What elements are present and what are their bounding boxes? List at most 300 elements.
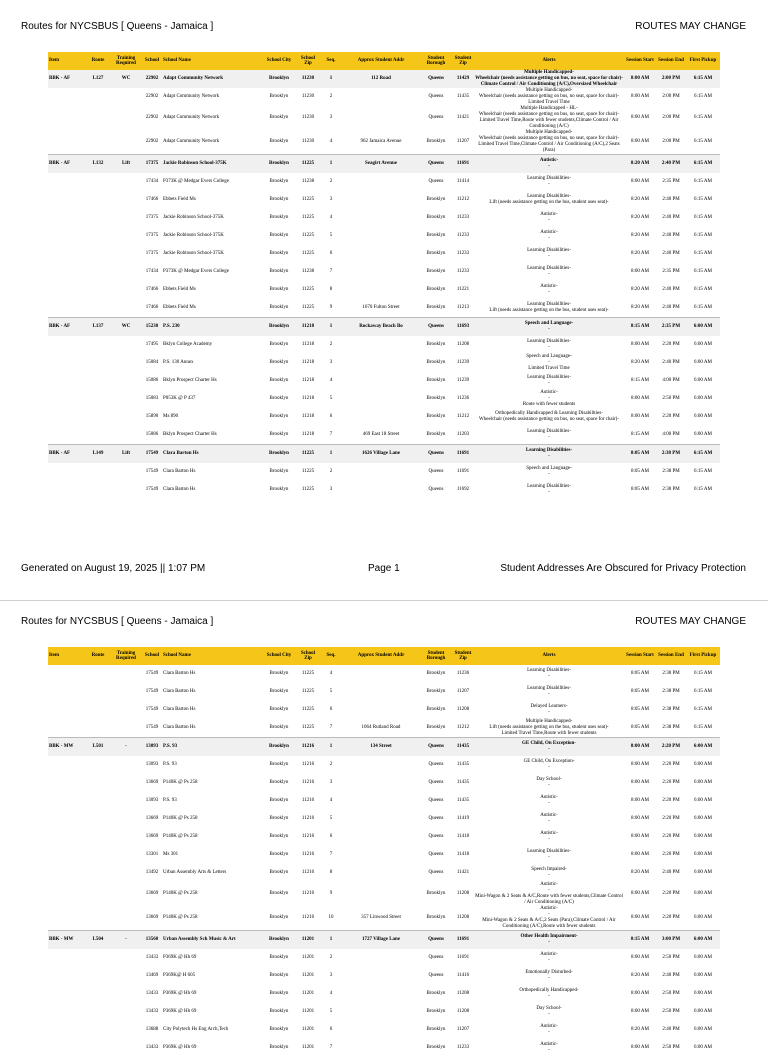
privacy-notice: Student Addresses Are Obscured for Privacy Protection — [500, 563, 746, 574]
first-pickup-cell: 6:00 AM — [686, 318, 720, 337]
student-borough-cell: Queens — [420, 155, 452, 174]
item-cell — [48, 372, 86, 390]
first-pickup-cell: 6:15 AM — [694, 305, 712, 310]
student-addr-cell — [342, 336, 420, 354]
seq-cell: 7 — [329, 1045, 333, 1050]
alerts-cell: Autistic- - — [540, 795, 558, 806]
session-start-cell: 8:00 AM — [631, 139, 649, 144]
school-name-cell: P369K @ Hh 69 — [163, 991, 197, 996]
routes-notice: ROUTES MAY CHANGE — [635, 616, 746, 627]
student-zip-cell: 11239 — [456, 360, 470, 365]
first-pickup-cell: 6:15 AM — [694, 707, 712, 712]
student-borough-cell: Brooklyn — [426, 1027, 446, 1032]
seq-cell: 6 — [329, 414, 333, 419]
routes-table — [48, 52, 720, 499]
table-row — [48, 336, 720, 354]
school-code-cell: 13433 — [145, 955, 159, 960]
training-cell — [110, 130, 142, 155]
column-header: Training Required — [110, 52, 142, 70]
alerts-cell: Autistic- - Mini-Wagon & 2 Seats & A/C,2 Seats (Para),Climate Control / Air Conditioning (A/C),Route with fewer students — [482, 906, 616, 929]
school-code-cell: 13433 — [145, 991, 159, 996]
first-pickup-cell: 6:00 AM — [694, 991, 712, 996]
student-zip-cell: 11691 — [456, 469, 470, 474]
alerts-cell: Autistic- - — [540, 952, 558, 963]
table-row — [48, 967, 720, 985]
school-city-cell: Brooklyn — [269, 287, 289, 292]
student-borough-cell: Queens — [428, 870, 444, 875]
student-borough-cell: Queens — [428, 469, 444, 474]
alerts-cell: Learning Disabilities- - — [474, 445, 624, 464]
alerts-cell: Learning Disabilities- - — [527, 849, 571, 860]
seq-cell: 1 — [320, 155, 342, 174]
student-borough-cell: Brooklyn — [426, 197, 446, 202]
session-start-cell: 8:20 AM — [631, 251, 649, 256]
student-zip-cell: 11208 — [456, 991, 470, 996]
column-header: Student Zip — [452, 647, 474, 665]
item-cell — [48, 245, 86, 263]
school-city-cell: Brooklyn — [269, 396, 289, 401]
item-cell — [48, 426, 86, 445]
school-name-cell: Jackie Robinson School-375K — [163, 233, 224, 238]
student-borough-cell: Brooklyn — [426, 287, 446, 292]
school-city-cell: Brooklyn — [262, 155, 296, 174]
student-zip-cell: 11233 — [456, 269, 470, 274]
student-addr-cell — [342, 864, 420, 882]
report-page-2 — [0, 600, 768, 1053]
student-addr-cell: 1670 Fulton Street — [362, 305, 400, 310]
session-end-cell: 2:50 PM — [662, 955, 680, 960]
session-end-cell: 4:00 PM — [662, 378, 680, 383]
session-end-cell: 2:40 PM — [662, 870, 680, 875]
school-code-cell: 17549 — [145, 671, 159, 676]
school-city-cell: Brooklyn — [262, 318, 296, 337]
school-zip-cell: 11218 — [301, 432, 315, 437]
item-cell — [48, 864, 86, 882]
school-city-cell: Brooklyn — [269, 469, 289, 474]
student-addr-cell — [342, 949, 420, 967]
school-name-cell: P369K @ Hh 69 — [163, 1045, 197, 1050]
school-name-cell: P373K @ Medgar Evers College — [163, 179, 229, 184]
first-pickup-cell: 6:00 AM — [686, 738, 720, 757]
student-zip-cell: 11233 — [456, 251, 470, 256]
student-zip-cell: 11239 — [456, 378, 470, 383]
alerts-cell: Learning Disabilities- Lift (needs assistance getting on the bus, student uses seat)- — [489, 194, 609, 205]
student-addr-cell — [342, 463, 420, 481]
school-code-cell: 13688 — [145, 1027, 159, 1032]
student-addr-cell: 469 East 18 Street — [362, 432, 400, 437]
school-code-cell: 17434 — [145, 269, 159, 274]
session-start-cell: 8:20 AM — [624, 155, 656, 174]
column-header: Alerts — [474, 52, 624, 70]
seq-cell: 7 — [329, 432, 333, 437]
school-zip-cell: 11216 — [301, 780, 315, 785]
alerts-cell: Autistic- - — [540, 212, 558, 223]
session-end-cell: 2:40 PM — [662, 360, 680, 365]
training-cell — [110, 390, 142, 408]
school-city-cell: Brooklyn — [269, 991, 289, 996]
student-borough-cell: Brooklyn — [426, 991, 446, 996]
school-city-cell: Brooklyn — [262, 931, 296, 950]
column-header: Item — [48, 647, 86, 665]
route-cell — [86, 463, 110, 481]
seq-cell: 1 — [320, 445, 342, 464]
student-borough-cell: Brooklyn — [426, 915, 446, 920]
session-start-cell: 8:05 AM — [631, 707, 649, 712]
student-borough-cell: Queens — [428, 798, 444, 803]
session-end-cell: 2:20 PM — [662, 816, 680, 821]
seq-cell: 1 — [320, 70, 342, 88]
column-header: School — [142, 647, 162, 665]
first-pickup-cell: 6:00 AM — [694, 816, 712, 821]
school-code-cell: 17549 — [145, 707, 159, 712]
route-cell — [86, 665, 110, 683]
item-cell — [48, 299, 86, 318]
school-zip-cell: 11201 — [301, 1009, 315, 1014]
alerts-cell: Autistic- - Route with fewer students — [522, 390, 576, 407]
first-pickup-cell: 6:00 AM — [694, 852, 712, 857]
first-pickup-cell: 6:15 AM — [694, 94, 712, 99]
school-code-cell: 13433 — [145, 1045, 159, 1050]
report-title: Routes for NYCSBUS [ Queens - Jamaica ] — [21, 21, 214, 32]
session-start-cell: 8:00 AM — [631, 915, 649, 920]
session-start-cell: 8:05 AM — [631, 725, 649, 730]
training-cell — [110, 106, 142, 130]
student-zip-cell: 11207 — [456, 689, 470, 694]
student-addr-cell — [342, 882, 420, 906]
route-cell — [86, 1003, 110, 1021]
first-pickup-cell: 6:00 AM — [694, 973, 712, 978]
student-borough-cell: Brooklyn — [426, 360, 446, 365]
session-start-cell: 8:15 AM — [631, 432, 649, 437]
student-zip-cell: 11693 — [452, 318, 474, 337]
seq-cell: 5 — [329, 816, 333, 821]
student-zip-cell: 11418 — [456, 852, 470, 857]
seq-cell: 5 — [329, 1009, 333, 1014]
school-code-cell: 13093 — [145, 762, 159, 767]
column-header: School Zip — [296, 647, 320, 665]
seq-cell: 3 — [329, 360, 333, 365]
student-borough-cell: Brooklyn — [426, 725, 446, 730]
session-start-cell: 8:00 AM — [631, 396, 649, 401]
school-code-cell: 17549 — [145, 487, 159, 492]
table-row — [48, 792, 720, 810]
first-pickup-cell: 6:15 AM — [694, 725, 712, 730]
item-cell — [48, 719, 86, 738]
school-city-cell: Brooklyn — [269, 432, 289, 437]
alerts-cell: Day School- - — [536, 777, 562, 788]
student-borough-cell: Brooklyn — [426, 215, 446, 220]
school-code-cell: 22902 — [145, 94, 159, 99]
session-end-cell: 2:00 PM — [656, 70, 686, 88]
school-code-cell: 13669 — [145, 780, 159, 785]
item-cell: BBK - MW — [48, 738, 86, 757]
session-end-cell: 2:50 PM — [662, 1009, 680, 1014]
school-zip-cell: 11216 — [301, 852, 315, 857]
column-header: First Pickup — [686, 52, 720, 70]
column-header: Route — [86, 647, 110, 665]
school-city-cell: Brooklyn — [269, 179, 289, 184]
seq-cell: 6 — [329, 1027, 333, 1032]
alerts-cell: Autistic- - — [540, 1024, 558, 1035]
school-code-cell: 17549 — [145, 725, 159, 730]
school-name-cell: P373K @ Medgar Evers College — [163, 269, 229, 274]
session-start-cell: 8:00 AM — [631, 414, 649, 419]
table-row — [48, 106, 720, 130]
school-code-cell: 13669 — [145, 891, 159, 896]
session-start-cell: 8:00 AM — [624, 70, 656, 88]
route-cell — [86, 846, 110, 864]
table-row — [48, 463, 720, 481]
student-addr-cell: 112 Road — [342, 70, 420, 88]
item-cell — [48, 209, 86, 227]
alerts-cell: Autistic- - — [540, 230, 558, 241]
table-row — [48, 701, 720, 719]
student-zip-cell: 11435 — [456, 94, 470, 99]
session-end-cell: 2:20 PM — [662, 798, 680, 803]
school-zip-cell: 11225 — [296, 155, 320, 174]
school-code-cell: 15083 — [145, 396, 159, 401]
school-city-cell: Brooklyn — [262, 70, 296, 88]
table-row — [48, 263, 720, 281]
student-addr-cell: 1727 Village Lane — [342, 931, 420, 950]
table-row — [48, 372, 720, 390]
alerts-cell: Learning Disabilities- - — [527, 686, 571, 697]
session-end-cell: 2:38 PM — [662, 707, 680, 712]
table-row — [48, 882, 720, 906]
session-end-cell: 2:35 PM — [662, 269, 680, 274]
school-city-cell: Brooklyn — [269, 707, 289, 712]
table-row — [48, 130, 720, 155]
student-borough-cell: Queens — [428, 816, 444, 821]
school-name-cell: Urban Assembly Arts & Letters — [163, 870, 227, 875]
school-city-cell: Brooklyn — [269, 233, 289, 238]
student-addr-cell — [342, 665, 420, 683]
seq-cell: 3 — [329, 487, 333, 492]
school-code-cell: 13492 — [145, 870, 159, 875]
route-cell — [86, 906, 110, 931]
student-zip-cell: 11421 — [456, 115, 470, 120]
school-city-cell: Brooklyn — [269, 1027, 289, 1032]
first-pickup-cell: 6:00 AM — [694, 834, 712, 839]
student-zip-cell: 11236 — [456, 671, 470, 676]
student-zip-cell: 11208 — [456, 891, 470, 896]
first-pickup-cell: 6:00 AM — [694, 891, 712, 896]
seq-cell: 4 — [329, 215, 333, 220]
school-city-cell: Brooklyn — [269, 115, 289, 120]
route-cell — [86, 701, 110, 719]
training-cell — [110, 828, 142, 846]
school-city-cell: Brooklyn — [269, 915, 289, 920]
first-pickup-cell: 6:15 AM — [694, 487, 712, 492]
alerts-cell: Orthopedically Handicapped & Learning Disabilities- Wheelchair (needs assistance getting on bus, no seat, space for chair)- — [479, 411, 619, 422]
table-row — [48, 88, 720, 106]
school-name-cell: Clara Barton Hs — [163, 469, 196, 474]
table-body — [48, 70, 720, 499]
training-cell — [110, 173, 142, 191]
route-cell — [86, 828, 110, 846]
route-cell: L127 — [86, 70, 110, 88]
seq-cell: 1 — [320, 318, 342, 337]
school-name-cell: P140K @ Ps 258 — [163, 780, 198, 785]
school-zip-cell: 11218 — [301, 378, 315, 383]
route-group-row — [48, 738, 720, 757]
school-name-cell: P369K @ Hh 69 — [163, 1009, 197, 1014]
school-name-cell: Adapt Community Network — [163, 94, 220, 99]
training-cell — [110, 864, 142, 882]
student-zip-cell: 11208 — [456, 707, 470, 712]
training-cell: Lift — [110, 155, 142, 174]
school-city-cell: Brooklyn — [269, 780, 289, 785]
student-zip-cell: 11212 — [456, 725, 470, 730]
route-cell — [86, 810, 110, 828]
session-start-cell: 8:00 AM — [631, 269, 649, 274]
student-addr-cell — [342, 263, 420, 281]
column-header: School — [142, 52, 162, 70]
school-zip-cell: 11201 — [301, 955, 315, 960]
column-header: Item — [48, 52, 86, 70]
route-cell — [86, 882, 110, 906]
school-code-cell: 17549 — [145, 689, 159, 694]
column-header: Approx Student Addr — [342, 647, 420, 665]
school-name-cell: Ebbets Field Ms — [163, 305, 196, 310]
alerts-cell: GE Child, On Exception- - — [474, 738, 624, 757]
session-end-cell: 2:20 PM — [662, 762, 680, 767]
school-city-cell: Brooklyn — [269, 215, 289, 220]
school-city-cell: Brooklyn — [269, 251, 289, 256]
first-pickup-cell: 6:15 AM — [694, 139, 712, 144]
school-zip-cell: 11218 — [301, 360, 315, 365]
student-zip-cell: 11212 — [456, 197, 470, 202]
training-cell: WC — [110, 318, 142, 337]
session-start-cell: 8:00 AM — [631, 780, 649, 785]
school-name-cell: Adapt Community Network — [163, 139, 220, 144]
training-cell — [110, 336, 142, 354]
table-row — [48, 426, 720, 445]
training-cell — [110, 719, 142, 738]
session-end-cell: 4:00 PM — [662, 432, 680, 437]
school-name-cell: Ms 301 — [163, 852, 179, 857]
route-cell — [86, 130, 110, 155]
item-cell — [48, 263, 86, 281]
alerts-cell: Multiple Handicapped- Lift (needs assistance getting on the bus, student uses seat)- Limited Travel Time,Route with fewer students — [489, 719, 609, 736]
school-city-cell: Brooklyn — [269, 891, 289, 896]
school-zip-cell: 11216 — [296, 738, 320, 757]
school-code-cell: 17549 — [145, 469, 159, 474]
seq-cell: 5 — [329, 396, 333, 401]
column-header: Session End — [656, 52, 686, 70]
session-end-cell: 2:50 PM — [662, 1045, 680, 1050]
training-cell — [110, 299, 142, 318]
session-start-cell: 8:00 AM — [624, 738, 656, 757]
seq-cell: 4 — [329, 378, 333, 383]
alerts-cell: Speech and Language- - — [474, 318, 624, 337]
school-code-cell: 13433 — [145, 1009, 159, 1014]
seq-cell: 2 — [329, 469, 333, 474]
session-start-cell: 8:20 AM — [631, 215, 649, 220]
student-zip-cell: 11236 — [456, 396, 470, 401]
item-cell — [48, 281, 86, 299]
school-zip-cell: 11201 — [296, 931, 320, 950]
session-start-cell: 8:00 AM — [631, 1009, 649, 1014]
school-zip-cell: 11225 — [301, 251, 315, 256]
student-zip-cell: 11221 — [456, 287, 470, 292]
first-pickup-cell: 6:00 AM — [694, 360, 712, 365]
school-code-cell: 15084 — [145, 360, 159, 365]
alerts-cell: Other Health Impairment- - — [474, 931, 624, 950]
training-cell — [110, 227, 142, 245]
seq-cell: 1 — [320, 738, 342, 757]
school-city-cell: Brooklyn — [269, 1045, 289, 1050]
school-zip-cell: 11225 — [301, 487, 315, 492]
school-zip-cell: 11238 — [301, 269, 315, 274]
alerts-cell: Autistic- - Mini-Wagon & 2 Seats & A/C,Route with fewer students,Climate Control / Air Conditioning (A/C) — [475, 882, 623, 905]
training-cell — [110, 354, 142, 372]
student-borough-cell: Brooklyn — [426, 378, 446, 383]
school-name-cell: P369K @ Hh 69 — [163, 955, 197, 960]
school-code-cell: 22902 — [142, 70, 162, 88]
session-end-cell: 2:40 PM — [662, 233, 680, 238]
item-cell — [48, 336, 86, 354]
school-name-cell: P140K @ Ps 258 — [163, 816, 198, 821]
route-group-row — [48, 445, 720, 464]
seq-cell: 1 — [320, 931, 342, 950]
routes-table — [48, 647, 720, 1057]
training-cell: WC — [110, 70, 142, 88]
school-zip-cell: 11216 — [301, 798, 315, 803]
route-cell — [86, 245, 110, 263]
alerts-cell: Learning Disabilities- - — [527, 484, 571, 495]
column-header: First Pickup — [686, 647, 720, 665]
school-zip-cell: 11238 — [301, 179, 315, 184]
route-cell — [86, 88, 110, 106]
student-addr-cell — [342, 774, 420, 792]
first-pickup-cell: 6:00 AM — [694, 915, 712, 920]
item-cell — [48, 130, 86, 155]
column-header: School City — [262, 52, 296, 70]
school-name-cell: P369K@ H 605 — [163, 973, 196, 978]
session-end-cell: 2:38 PM — [662, 469, 680, 474]
school-code-cell: 17375 — [145, 251, 159, 256]
first-pickup-cell: 6:15 AM — [694, 287, 712, 292]
school-zip-cell: 11218 — [301, 342, 315, 347]
student-borough-cell: Brooklyn — [426, 891, 446, 896]
route-cell — [86, 372, 110, 390]
training-cell — [110, 665, 142, 683]
school-city-cell: Brooklyn — [269, 671, 289, 676]
school-code-cell: 15230 — [142, 318, 162, 337]
training-cell: - — [110, 738, 142, 757]
school-code-cell: 15086 — [145, 378, 159, 383]
session-end-cell: 2:00 PM — [662, 94, 680, 99]
item-cell — [48, 701, 86, 719]
session-start-cell: 8:00 AM — [631, 798, 649, 803]
school-name-cell: P140K @ Ps 258 — [163, 915, 198, 920]
training-cell — [110, 1003, 142, 1021]
school-name-cell: Ebbets Field Ms — [163, 287, 196, 292]
item-cell — [48, 463, 86, 481]
route-cell — [86, 774, 110, 792]
column-header: School Name — [162, 52, 262, 70]
session-end-cell: 2:38 PM — [662, 689, 680, 694]
student-borough-cell: Queens — [428, 780, 444, 785]
training-cell — [110, 985, 142, 1003]
alerts-cell: Learning Disabilities- - — [527, 266, 571, 277]
table-row — [48, 481, 720, 499]
student-borough-cell: Brooklyn — [426, 432, 446, 437]
school-name-cell: Urban Assembly Sch Music & Art — [162, 931, 262, 950]
session-end-cell: 2:00 PM — [662, 139, 680, 144]
school-zip-cell: 11201 — [301, 991, 315, 996]
